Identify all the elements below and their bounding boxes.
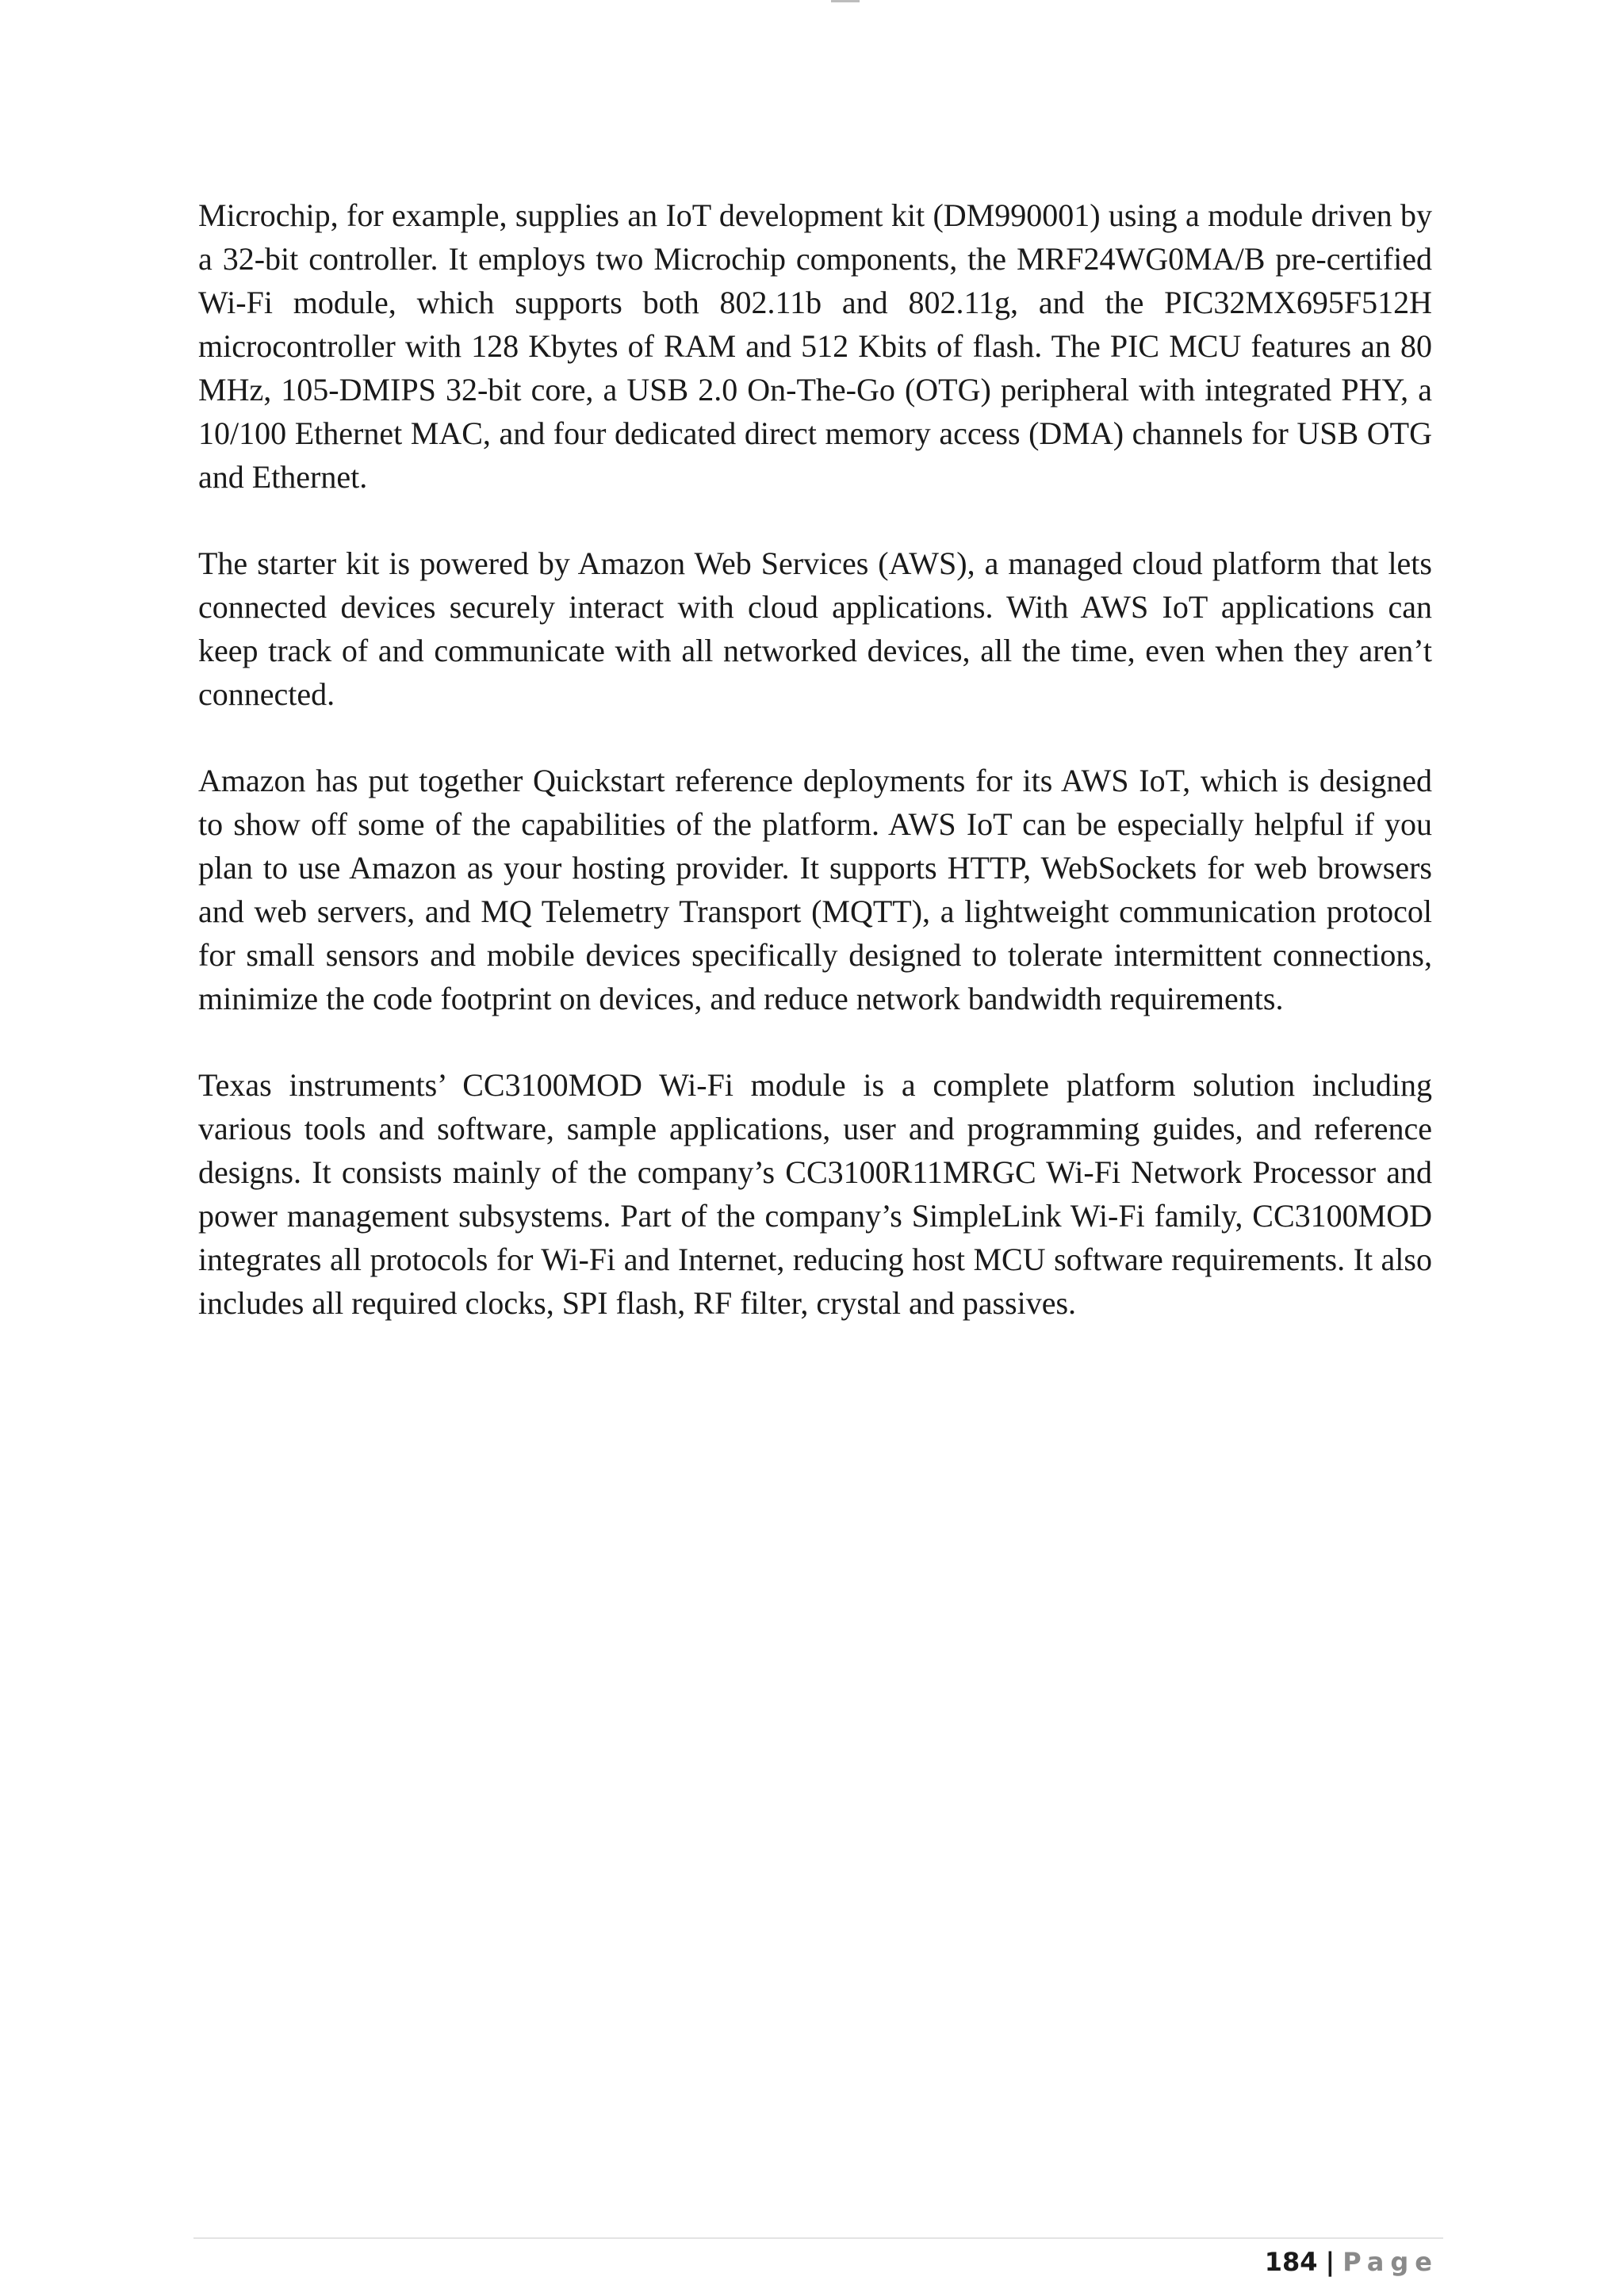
page-footer (1265, 2242, 1438, 2282)
footer-separator: | (1325, 2247, 1335, 2277)
footer-divider (193, 2237, 1443, 2239)
paragraph-texas-instruments: Texas instruments’ CC3100MOD Wi-Fi module is a complete platform solution including various tools and software, sample applications, user and programming guides, and reference designs. It consists mainly of the company’s CC3100R11MRGC Wi-Fi Network Processor and power management subsystems. Part of the company’s SimpleLink Wi-Fi family, CC3100MOD integrates all protocols for Wi-Fi and Internet, reducing host MCU software requirements. It also includes all required clocks, SPI flash, RF filter, crystal and passives. (198, 1067, 1432, 1321)
document-body (198, 193, 1432, 1368)
paragraph-microchip: Microchip, for example, supplies an IoT development kit (DM990001) using a module driven by a 32-bit controller. It employs two Microchip components, the MRF24WG0MA/B pre-certified Wi-Fi module, which supports both 802.11b and 802.11g, and the PIC32MX695F512H microcontroller with 128 Kbytes of RAM and 512 Kbits of flash. The PIC MCU features an 80 MHz, 105-DMIPS 32-bit core, a USB 2.0 On-The-Go (OTG) peripheral with integrated PHY, a 10/100 Ethernet MAC, and four dedicated direct memory access (DMA) channels for USB OTG and Ethernet. (198, 197, 1432, 495)
paragraph-amazon-quickstart: Amazon has put together Quickstart reference deployments for its AWS IoT, which is designed to show off some of the capabilities of the platform. AWS IoT can be especially helpful if you plan to use Amazon as your hosting provider. It supports HTTP, WebSockets for web browsers and web servers, and MQ Telemetry Transport (MQTT), a lightweight communication protocol for small sensors and mobile devices specifically designed to tolerate intermittent connections, minimize the code footprint on devices, and reduce network bandwidth requirements. (198, 763, 1432, 1016)
page-number: 184 (1264, 2247, 1318, 2277)
page-label: Page (1342, 2247, 1438, 2277)
header-mark (831, 0, 860, 2)
paragraph-starter-kit: The starter kit is powered by Amazon Web Services (AWS), a managed cloud platform that lets connected devices securely interact with cloud applications. With AWS IoT applications can keep track of and communicate with all networked devices, all the time, even when they aren’t connected. (198, 545, 1432, 712)
